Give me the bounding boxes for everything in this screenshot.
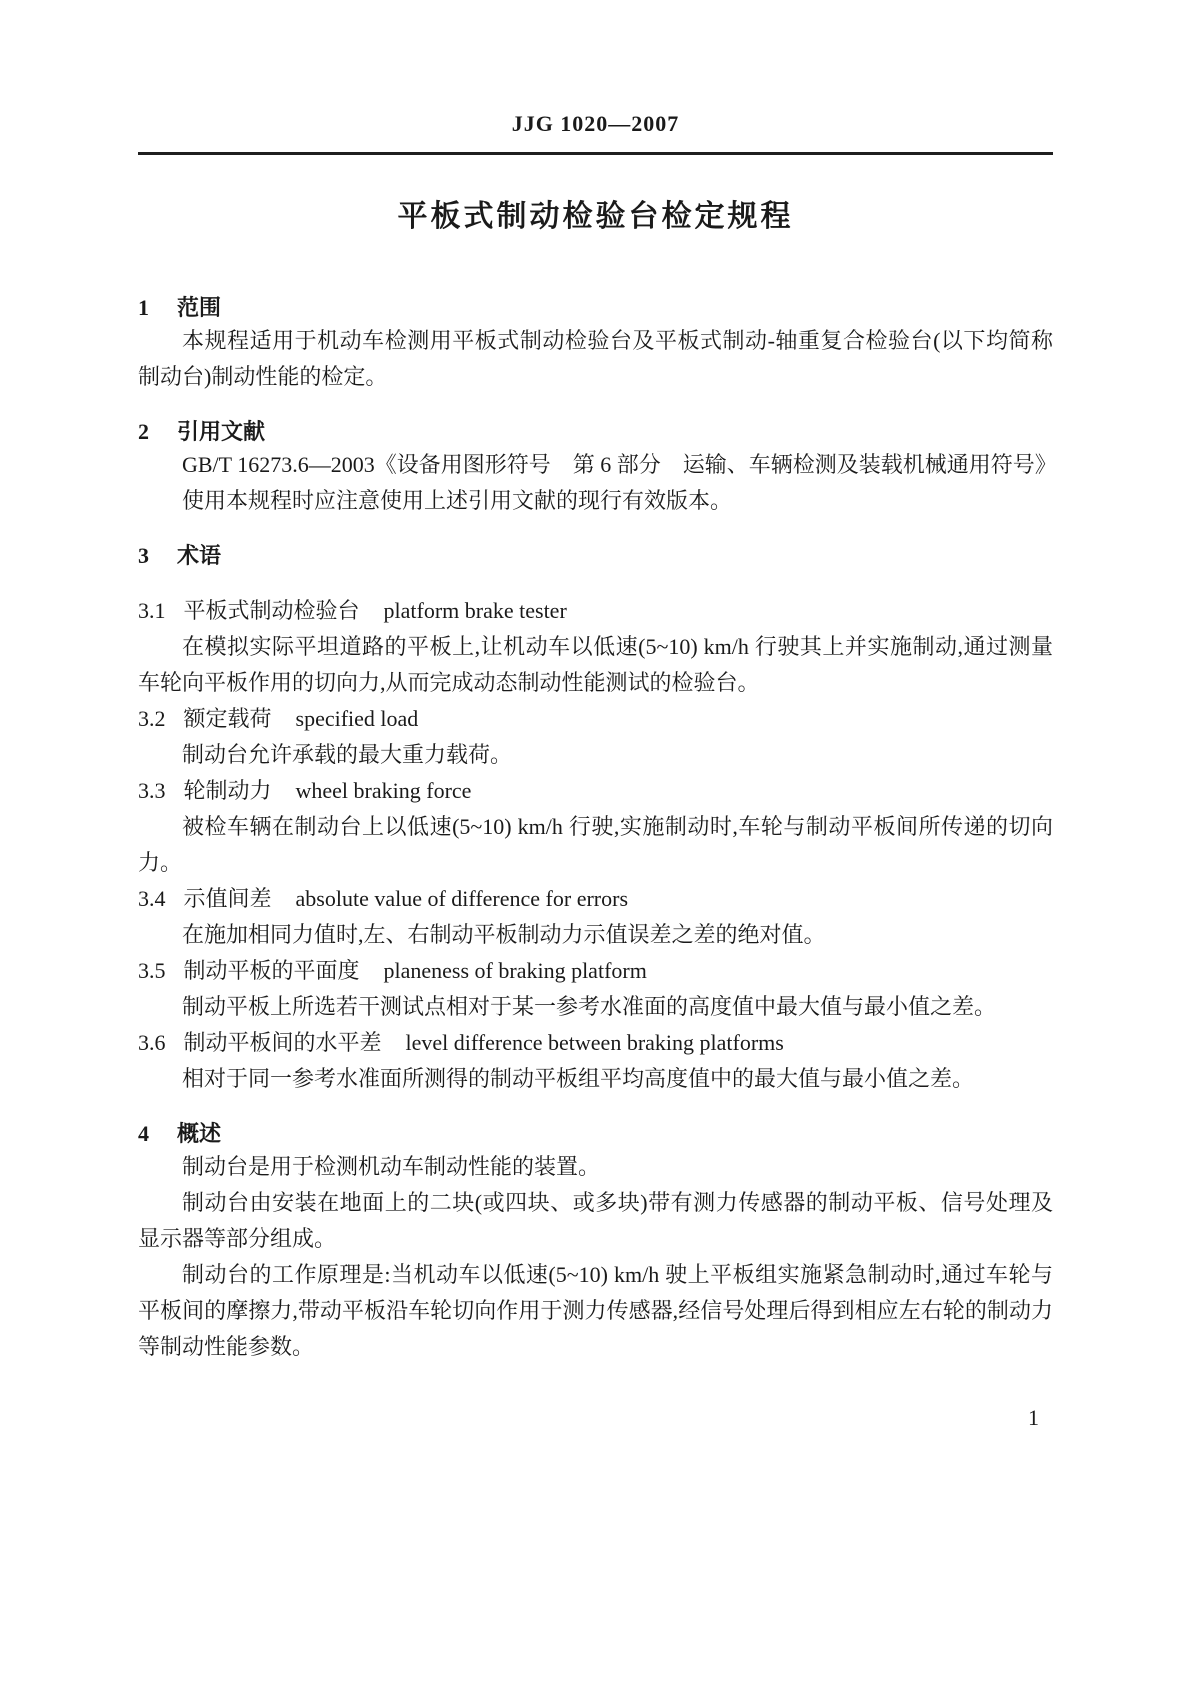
term-line (138, 953, 1053, 989)
header-rule (138, 152, 1053, 155)
section-3-number: 3 (138, 543, 149, 568)
term-number: 3.3 (138, 778, 166, 803)
section-4-paragraph: 制动台由安装在地面上的二块(或四块、或多块)带有测力传感器的制动平板、信号处理及显示器等部分组成。 (138, 1190, 1053, 1251)
term-number: 3.6 (138, 1030, 166, 1055)
section-3-title: 术语 (177, 543, 222, 568)
term-line (138, 1025, 1053, 1061)
section-1-paragraph: 本规程适用于机动车检测用平板式制动检验台及平板式制动-轴重复合检验台(以下均简称制动台)制动性能的检定。 (138, 328, 1053, 389)
section-2-note: 使用本规程时应注意使用上述引用文献的现行有效版本。 (182, 488, 733, 513)
term-definition: 制动台允许承载的最大重力载荷。 (182, 742, 513, 767)
section-3-heading (138, 541, 1053, 571)
term-en: platform brake tester (383, 598, 567, 623)
section-4-paragraph: 制动台是用于检测机动车制动性能的装置。 (182, 1154, 601, 1179)
term-zh: 额定载荷 (183, 706, 272, 731)
page-title: 平板式制动检验台检定规程 (397, 200, 794, 233)
term-definition: 在模拟实际平坦道路的平板上,让机动车以低速(5~10) km/h 行驶其上并实施制动,通过测量车轮向平板作用的切向力,从而完成动态制动性能测试的检验台。 (138, 634, 1053, 695)
term-line (138, 881, 1053, 917)
term-definition: 制动平板上所选若干测试点相对于某一参考水准面的高度值中最大值与最小值之差。 (182, 994, 997, 1019)
term-number: 3.4 (138, 886, 166, 911)
terms-list (138, 593, 1053, 1097)
section-1-number: 1 (138, 295, 149, 320)
section-4-paragraph: 制动台的工作原理是:当机动车以低速(5~10) km/h 驶上平板组实施紧急制动时,通过车轮与平板间的摩擦力,带动平板沿车轮切向作用于测力传感器,经信号处理后得到相应左右轮的制动力等制动性能参数。 (138, 1262, 1053, 1359)
term-zh: 制动平板的平面度 (183, 958, 360, 983)
term-zh: 平板式制动检验台 (183, 598, 360, 623)
section-1-title: 范围 (177, 295, 222, 320)
term-number: 3.1 (138, 598, 166, 623)
section-4-title: 概述 (177, 1121, 222, 1146)
term-en: specified load (295, 706, 419, 731)
section-1-heading (138, 293, 1053, 323)
term-definition: 被检车辆在制动台上以低速(5~10) km/h 行驶,实施制动时,车轮与制动平板间所传递的切向力。 (138, 814, 1053, 875)
section-2-number: 2 (138, 419, 149, 444)
section-2-title: 引用文献 (177, 419, 266, 444)
term-number: 3.5 (138, 958, 166, 983)
term-definition: 在施加相同力值时,左、右制动平板制动力示值误差之差的绝对值。 (182, 922, 826, 947)
term-line (138, 773, 1053, 809)
term-zh: 示值间差 (183, 886, 272, 911)
term-line (138, 701, 1053, 737)
term-line (138, 593, 1053, 629)
section-4-number: 4 (138, 1121, 149, 1146)
term-zh: 制动平板间的水平差 (183, 1030, 382, 1055)
term-zh: 轮制动力 (183, 778, 272, 803)
term-en: level difference between braking platforms (405, 1030, 784, 1055)
term-number: 3.2 (138, 706, 166, 731)
section-2-heading (138, 417, 1053, 447)
section-4-heading (138, 1119, 1053, 1149)
term-en: absolute value of difference for errors (295, 886, 629, 911)
page-number: 1 (1028, 1405, 1039, 1430)
doc-number: JJG 1020—2007 (511, 111, 680, 136)
term-en: planeness of braking platform (383, 958, 647, 983)
section-2-reference: GB/T 16273.6—2003《设备用图形符号 第 6 部分 运输、车辆检测及装载机械通用符号》 (182, 452, 1057, 477)
term-en: wheel braking force (295, 778, 472, 803)
term-definition: 相对于同一参考水准面所测得的制动平板组平均高度值中的最大值与最小值之差。 (182, 1066, 975, 1091)
